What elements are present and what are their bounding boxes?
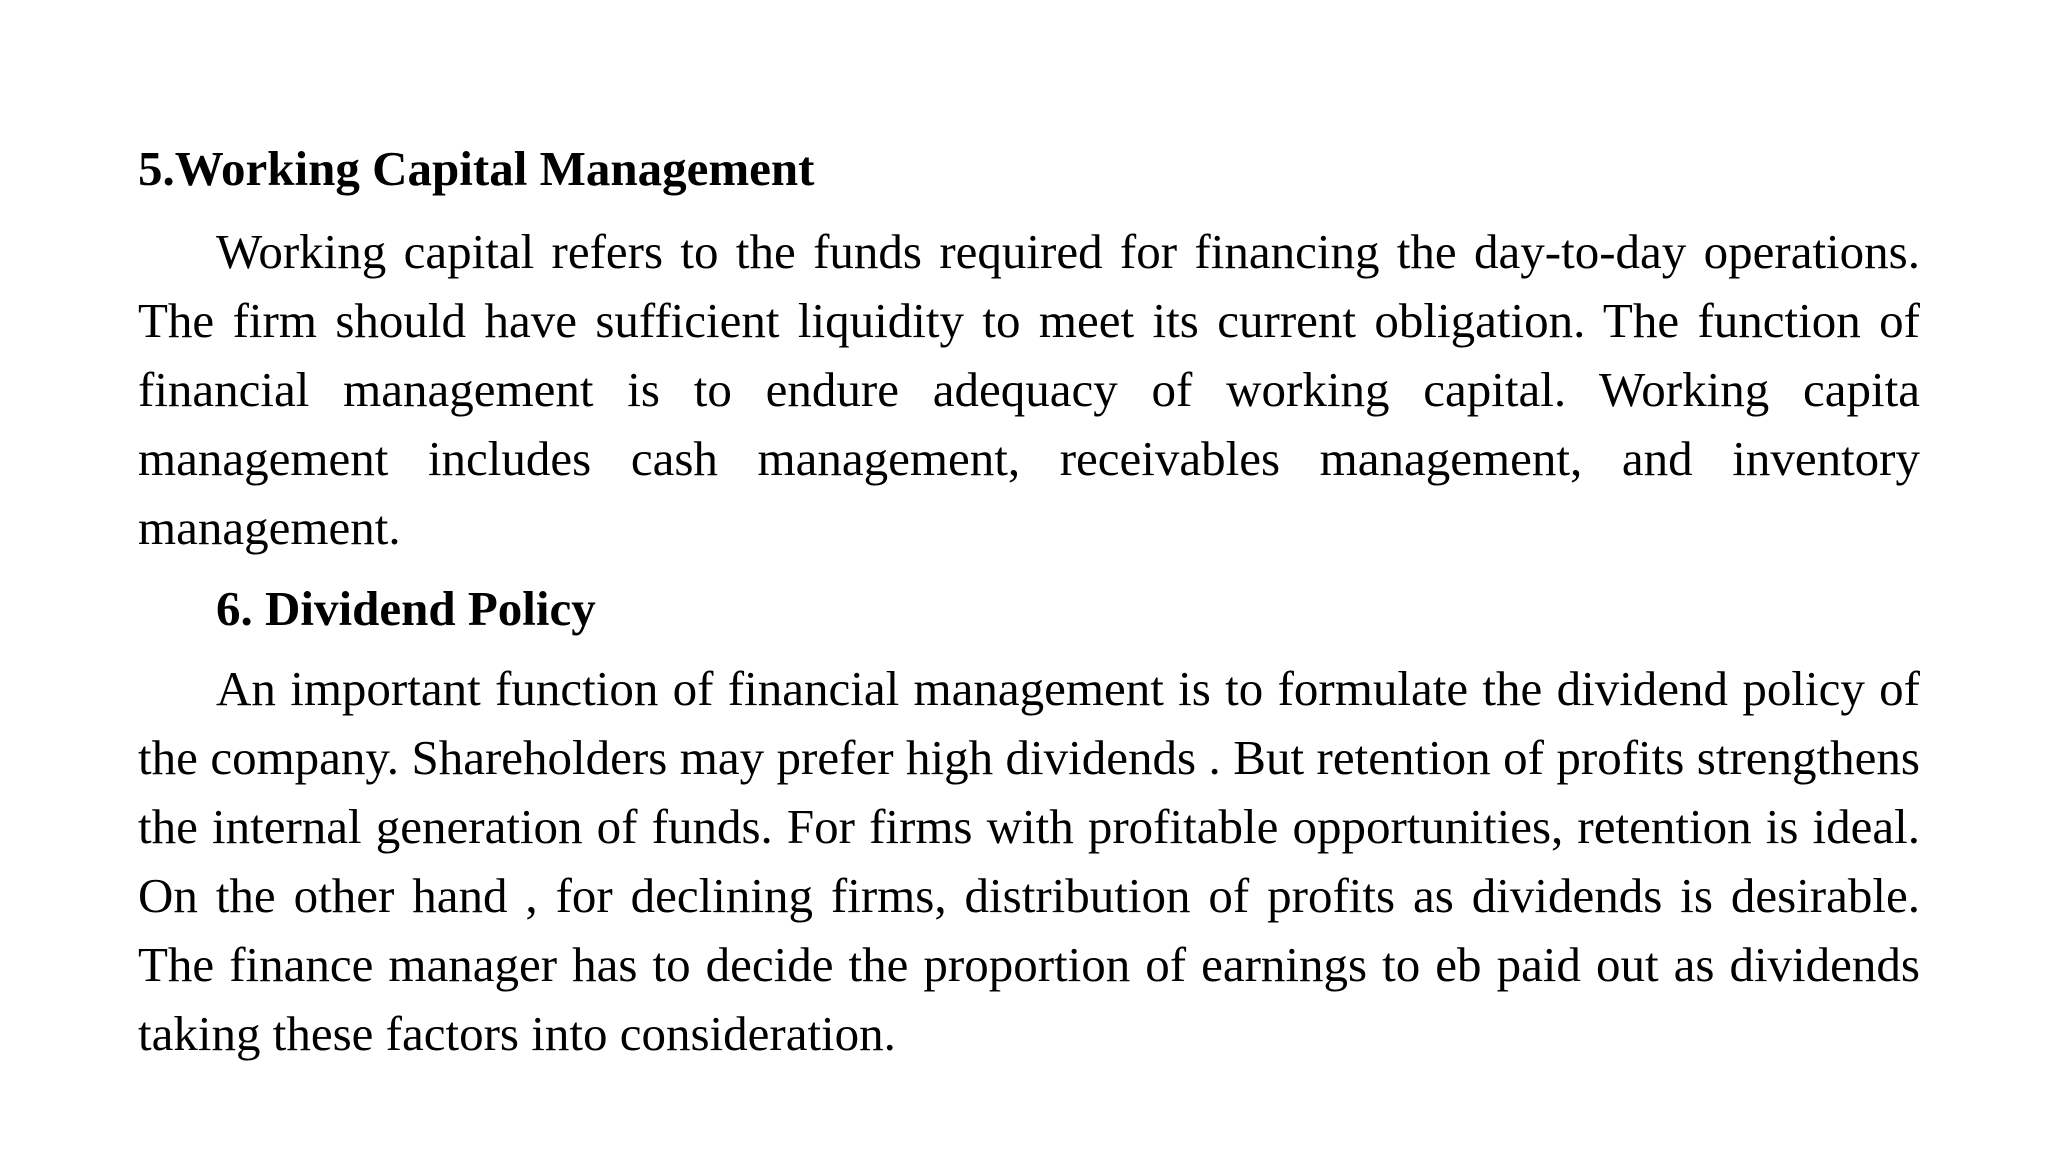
section-heading-dividend-policy: 6. Dividend Policy (216, 581, 596, 636)
section-body-working-capital: Working capital refers to the funds required for financing the day-to-day operations. The firm should have sufficient liquidity to meet its current obligation. The function of financial management is to endure adequacy of working capital. Working capita management includes cash management, receivables management, and inventory management. (138, 224, 1920, 555)
section-heading-working-capital: 5.Working Capital Management (138, 141, 815, 196)
section-body-dividend-policy: An important function of financial management is to formulate the dividend policy of the company. Shareholders may prefer high dividends . But retention of profits strengthens the internal generation of funds. For firms with profitable opportunities, retention is ideal. On the other hand , for declining firms, distribution of profits as dividends is desirable. The finance manager has to decide the proportion of earnings to eb paid out as dividends taking these factors into consideration. (138, 661, 1920, 1061)
document-content (138, 138, 1920, 1068)
